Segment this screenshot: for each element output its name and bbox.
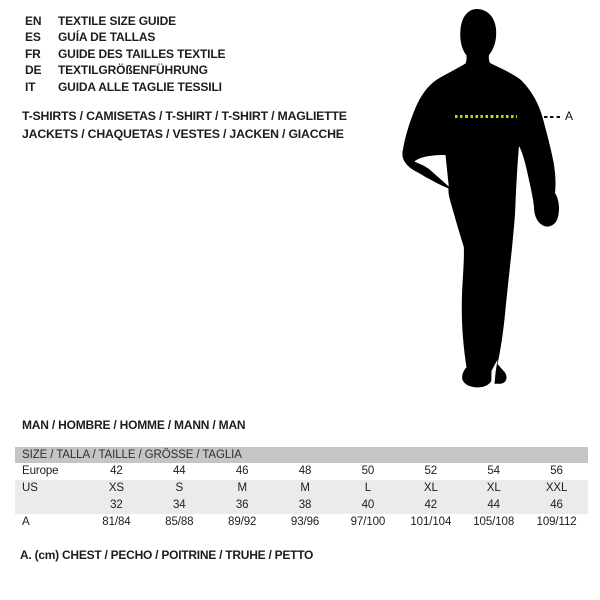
table-cell: 44: [487, 499, 500, 511]
table-cell: S: [175, 482, 184, 494]
table-cell: 32: [110, 499, 123, 511]
table-cell: 81/84: [102, 516, 131, 528]
table-cell: 93/96: [290, 516, 320, 528]
language-label: GUIDA ALLE TAGLIE TESSILI: [58, 79, 222, 94]
table-row: [15, 480, 588, 497]
measure-label-a: A: [565, 109, 574, 123]
table-cell: 89/92: [228, 516, 257, 528]
product-line-tshirts: T-SHIRTS / CAMISETAS / T-SHIRT / T-SHIRT / MAGLIETTE: [22, 109, 347, 123]
table-cell: 101/104: [410, 516, 452, 528]
product-line-jackets: JACKETS / CHAQUETAS / VESTES / JACKEN / GIACCHE: [22, 127, 344, 141]
table-cell: 46: [235, 465, 249, 477]
table-cell: 36: [235, 499, 249, 511]
language-code: DE: [25, 63, 42, 78]
table-cell: 42: [110, 465, 123, 477]
row-label: [15, 497, 85, 514]
table-cell: M: [237, 482, 247, 494]
table-cell: 54: [487, 465, 500, 477]
table-cell: XXL: [545, 482, 568, 494]
table-cell: XL: [423, 482, 438, 494]
table-cell: 48: [298, 465, 312, 477]
table-cell: 52: [424, 465, 438, 477]
size-table-header: SIZE / TALLA / TAILLE / GRÖSSE / TAGLIA: [15, 447, 588, 463]
table-cell: 97/100: [350, 516, 386, 528]
table-cell: XL: [486, 482, 501, 494]
table-cell: 38: [298, 499, 312, 511]
table-cell: 56: [550, 465, 563, 477]
table-row: [15, 497, 588, 514]
language-label: TEXTILGRÖßENFÜHRUNG: [58, 63, 208, 78]
table-cell: 105/108: [473, 516, 515, 528]
measurement-footnote: A. (cm) CHEST / PECHO / POITRINE / TRUHE / PETTO: [20, 548, 314, 562]
table-cell: 40: [361, 499, 375, 511]
table-cell: 44: [173, 465, 186, 477]
language-code: FR: [25, 46, 41, 61]
language-code: IT: [25, 79, 36, 94]
table-cell: 85/88: [165, 516, 194, 528]
table-cell: L: [364, 482, 372, 494]
size-table: [15, 447, 588, 531]
language-code: ES: [25, 30, 41, 45]
row-label: Europe: [22, 465, 59, 477]
language-label: GUÍA DE TALLAS: [58, 30, 156, 45]
language-code: EN: [25, 14, 42, 28]
table-row: [15, 514, 588, 531]
measure-callout-dashes: [544, 116, 562, 118]
table-cell: XS: [108, 482, 125, 494]
table-cell: 46: [550, 499, 563, 511]
row-label: A: [22, 516, 30, 528]
table-cell: 42: [424, 499, 438, 511]
table-cell: 109/112: [536, 516, 577, 528]
row-label: US: [22, 482, 38, 494]
table-cell: 34: [173, 499, 186, 511]
table-row: [15, 463, 588, 480]
table-cell: 50: [361, 465, 375, 477]
table-cell: M: [300, 482, 310, 494]
language-label: GUIDE DES TAILLES TEXTILE: [58, 46, 226, 61]
chest-measure-dotted-line: [455, 115, 517, 118]
size-table-body: [15, 463, 588, 531]
language-label: TEXTILE SIZE GUIDE: [58, 14, 176, 28]
section-title-man: MAN / HOMBRE / HOMME / MANN / MAN: [22, 418, 246, 432]
